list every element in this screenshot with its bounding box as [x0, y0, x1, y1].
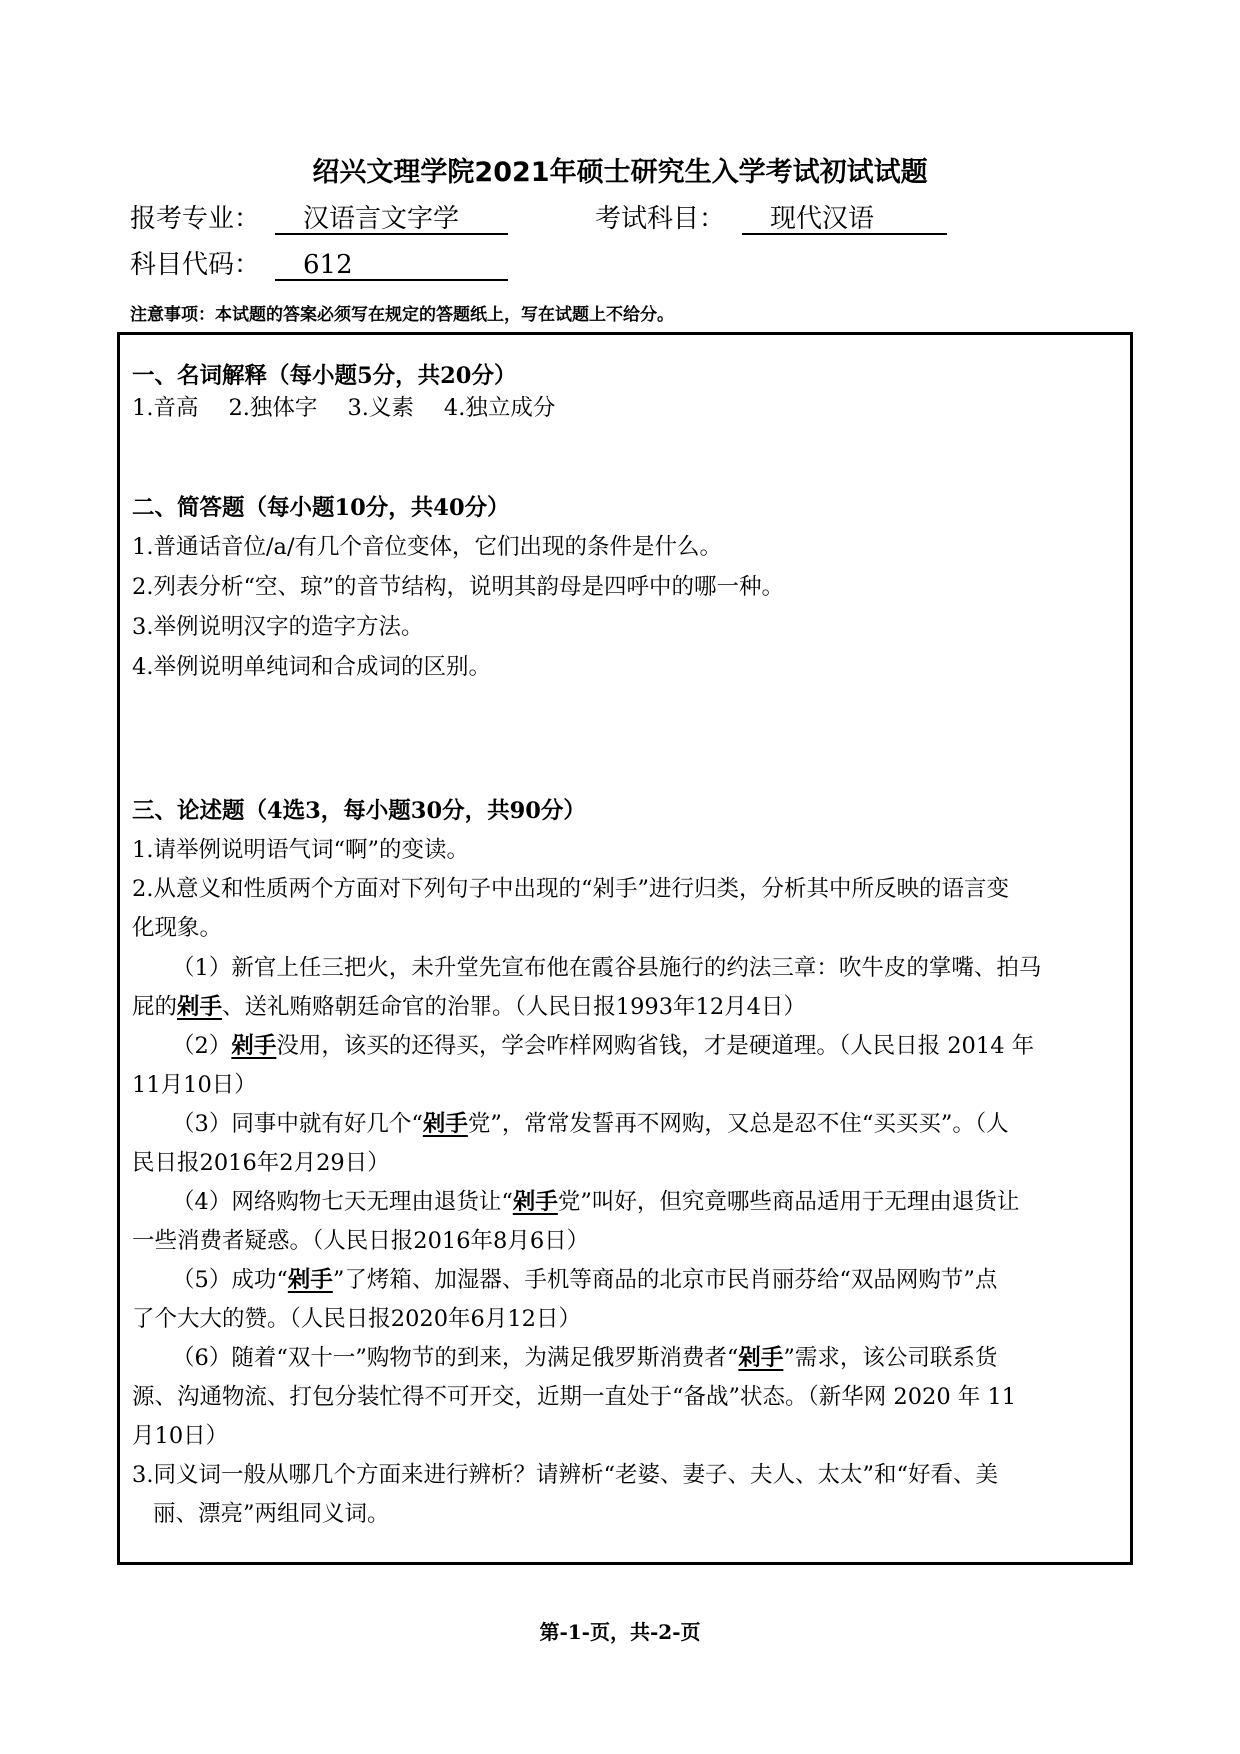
section2-item: 4.举例说明单纯词和合成词的区别。 [132, 654, 491, 680]
section3-q3-line1: 3.同义词一般从哪几个方面来进行辨析？请辨析“老婆、妻子、夫人、太太”和“好看、美 [132, 1462, 998, 1488]
example3-line2: 民日报2016年2月29日） [132, 1150, 390, 1176]
example2-line1 [172, 1031, 1122, 1061]
keyword-duoshou: 剁手 [422, 1111, 468, 1137]
example6-line2: 源、沟通物流、打包分装忙得不可开交，近期一直处于“备战”状态。（新华网 2020 年 11 [132, 1384, 1017, 1410]
subject-label: 考试科目： [595, 204, 726, 234]
example6-text: （6）随着“双十一”购物节的到来，为满足俄罗斯消费者“ [172, 1345, 739, 1371]
section3-q3-line2: 丽、漂亮”两组同义词。 [153, 1501, 390, 1527]
section1-item: 3.义素 [347, 395, 414, 421]
example1-text: 、送礼贿赂朝廷命官的治罪。（人民日报1993年12月4日） [222, 994, 806, 1020]
field-row-major-subject [130, 202, 1030, 236]
example2-text: （2） [172, 1033, 232, 1059]
keyword-duoshou: 剁手 [231, 1033, 277, 1059]
example2-line2: 11月10日） [132, 1072, 257, 1098]
keyword-duoshou: 剁手 [512, 1189, 558, 1215]
code-label: 科目代码： [130, 250, 261, 280]
question-box [117, 332, 1133, 1565]
example4-text: （4）网络购物七天无理由退货让“ [172, 1189, 513, 1215]
example4-line1 [172, 1187, 1122, 1217]
example3-text: 党”，常常发誓再不网购，又总是忍不住“买买买”。（人 [467, 1111, 1009, 1137]
section3-q1: 1.请举例说明语气词“啊”的变读。 [132, 837, 469, 863]
exam-title: 绍兴文理学院2021年硕士研究生入学考试初试试题 [312, 157, 928, 188]
page-footer: 第-1-页，共-2-页 [539, 1620, 701, 1644]
example5-line2: 了个大大的赞。（人民日报2020年6月12日） [132, 1306, 581, 1332]
example5-text: ”了烤箱、加湿器、手机等商品的北京市民肖丽芬给“双品网购节”点 [332, 1267, 998, 1293]
code-value: 612 [275, 248, 508, 281]
notice-text: 注意事项：本试题的答案必须写在规定的答题纸上，写在试题上不给分。 [130, 305, 674, 325]
example3-line1 [172, 1109, 1122, 1139]
keyword-duoshou: 剁手 [177, 994, 223, 1020]
section3-q2-line1: 2.从意义和性质两个方面对下列句子中出现的“剁手”进行归类，分析其中所反映的语言变 [132, 876, 1009, 902]
section2-item: 3.举例说明汉字的造字方法。 [132, 614, 424, 640]
section2-item: 1.普通话音位/a/有几个音位变体，它们出现的条件是什么。 [132, 534, 723, 560]
section3-heading: 三、论述题（4选3，每小题30分，共90分） [132, 798, 586, 824]
section1-heading: 一、名词解释（每小题5分，共20分） [132, 363, 517, 389]
major-label: 报考专业： [130, 204, 261, 234]
section2-item: 2.列表分析“空、琼”的音节结构，说明其韵母是四呼中的哪一种。 [132, 574, 784, 600]
example5-line1 [172, 1265, 1122, 1295]
keyword-duoshou: 剁手 [738, 1345, 784, 1371]
example6-line1 [172, 1343, 1122, 1373]
example3-text: （3）同事中就有好几个“ [172, 1111, 423, 1137]
example1-line2 [132, 992, 1122, 1022]
section1-item: 1.音高 [132, 395, 199, 421]
example6-line3: 月10日） [132, 1423, 229, 1449]
section1-items [132, 393, 1122, 423]
example1-line1: （1）新官上任三把火，未升堂先宣布他在霞谷县施行的约法三章：吹牛皮的掌嘴、拍马 [172, 955, 1042, 981]
example2-text: 没用，该买的还得买，学会咋样网购省钱，才是硬道理。（人民日报 2014 年 [276, 1033, 1035, 1059]
example5-text: （5）成功“ [172, 1267, 288, 1293]
example4-text: 党”叫好，但究竟哪些商品适用于无理由退货让 [557, 1189, 1020, 1215]
major-value: 汉语言文字学 [275, 202, 508, 235]
section3-q2-line2: 化现象。 [132, 915, 223, 941]
example1-text: 屁的 [132, 994, 178, 1020]
example6-text: ”需求，该公司联系货 [783, 1345, 998, 1371]
section2-heading: 二、简答题（每小题10分，共40分） [132, 495, 510, 521]
keyword-duoshou: 剁手 [287, 1267, 333, 1293]
section1-item: 2.独体字 [228, 395, 318, 421]
field-row-code [130, 248, 530, 282]
section1-item: 4.独立成分 [443, 395, 556, 421]
subject-value: 现代汉语 [742, 202, 947, 235]
example4-line2: 一些消费者疑惑。（人民日报2016年8月6日） [132, 1228, 590, 1254]
